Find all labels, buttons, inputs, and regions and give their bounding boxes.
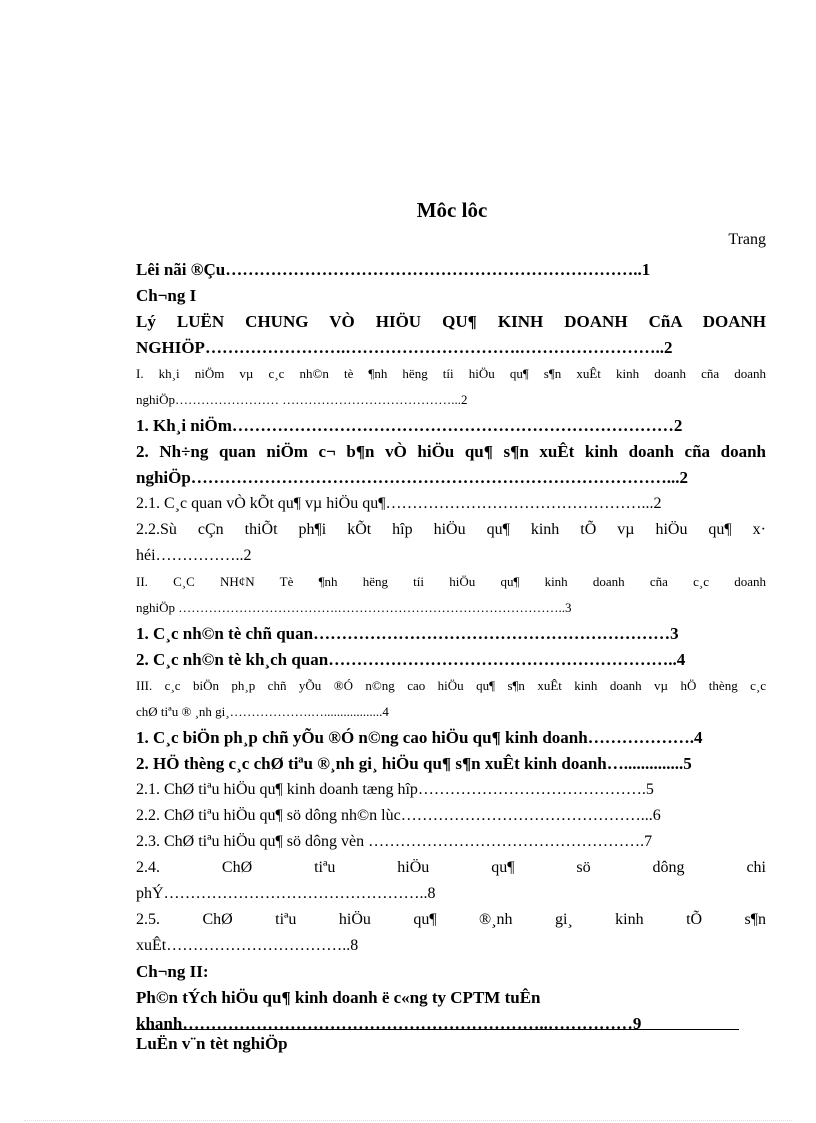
- toc-line: 2.1. C¸c quan vÒ kÕt qu¶ vµ hiÖu qu¶…………………………………………...2: [136, 495, 662, 512]
- toc-line: nghiÖp…………………………………………………………………………...2: [136, 468, 689, 487]
- page-column-label: Trang: [728, 231, 766, 248]
- page-title: Môc lôc: [416, 198, 488, 222]
- toc-line: Ph©n tÝch hiÖu qu¶ kinh doanh ë c«ng ty CPTM tuÊn: [136, 988, 541, 1007]
- toc-line: Lêi nãi ®Çu………………………………………………………………..1: [136, 260, 651, 279]
- toc-line: xuÊt……………………………..8: [136, 937, 359, 954]
- toc-line: nghiÖp ……………………………….……………………………………………..3: [136, 600, 572, 615]
- toc-line: khanh………………………………………………………..……………9: [136, 1014, 642, 1033]
- toc-line: 2.2.Sù cÇn thiÕt ph¶i kÕt hîp hiÖu qu¶ kinh tÕ vµ hiÖu qu¶ x·: [136, 521, 766, 538]
- toc-line: 1. C¸c nh©n tè chñ quan………………………………………………………3: [136, 624, 679, 643]
- toc-line: 1. Kh¸i niÖm……………………………………………………………………2: [136, 416, 683, 435]
- toc-line: Ch¬ng II:: [136, 962, 209, 981]
- toc-line: nghiÖp…………………… …………………………………...2: [136, 392, 468, 407]
- toc-line: Lý LUËN CHUNG VÒ HIÖU QU¶ KINH DOANH CñA DOANH: [136, 312, 766, 331]
- toc-line: 1. C¸c biÖn ph¸p chñ yÕu ®Ó n©ng cao hiÖu qu¶ kinh doanh……………….4: [136, 728, 703, 747]
- toc-line: héi……………..2: [136, 547, 252, 564]
- toc-line: II. C¸C NH¢N Tè ¶nh hëng tíi hiÖu qu¶ kinh doanh cña c¸c doanh: [136, 574, 766, 589]
- toc-line: 2.2. ChØ tiªu hiÖu qu¶ sö dông nh©n lùc………………………………………...6: [136, 807, 661, 824]
- page-bottom-edge: [24, 1120, 792, 1121]
- footer-divider: [136, 1029, 739, 1030]
- toc-line: I. kh¸i niÖm vµ c¸c nh©n tè ¶nh hëng tíi hiÖu qu¶ s¶n xuÊt kinh doanh cña doanh: [136, 366, 766, 381]
- toc-line: Ch¬ng I: [136, 286, 197, 305]
- footer-text: LuËn v¨n tèt nghiÖp: [136, 1034, 288, 1053]
- toc-line: phÝ…………………………………………..8: [136, 885, 436, 902]
- toc-line: 2. C¸c nh©n tè kh¸ch quan……………………………………………………..4: [136, 650, 686, 669]
- toc-line: chØ tiªu ® ¸nh gi¸……………….…..................4: [136, 704, 389, 719]
- toc-line: 2. Nh÷ng quan niÖm c¬ b¶n vÒ hiÖu qu¶ s¶n xuÊt kinh doanh cña doanh: [136, 442, 766, 461]
- table-of-contents: [136, 257, 766, 1037]
- toc-line: III. c¸c biÖn ph¸p chñ yÕu ®Ó n©ng cao hiÖu qu¶ s¶n xuÊt kinh doanh vµ hÖ thèng c¸c: [136, 678, 766, 693]
- toc-line: NGHIÖP…………………….………………………….……………………..2: [136, 338, 673, 357]
- toc-line: 2.3. ChØ tiªu hiÖu qu¶ sö dông vèn …………………………………………….7: [136, 833, 653, 850]
- toc-line: 2.1. ChØ tiªu hiÖu qu¶ kinh doanh tæng hîp…………………………………….5: [136, 781, 654, 798]
- toc-line: 2. HÖ thèng c¸c chØ tiªu ®¸nh gi¸ hiÖu qu¶ s¶n xuÊt kinh doanh…..............5: [136, 754, 692, 773]
- toc-line: 2.4. ChØ tiªu hiÖu qu¶ sö dông chi: [136, 859, 766, 876]
- toc-line: 2.5. ChØ tiªu hiÖu qu¶ ®¸nh gi¸ kinh tÕ s¶n: [136, 911, 766, 928]
